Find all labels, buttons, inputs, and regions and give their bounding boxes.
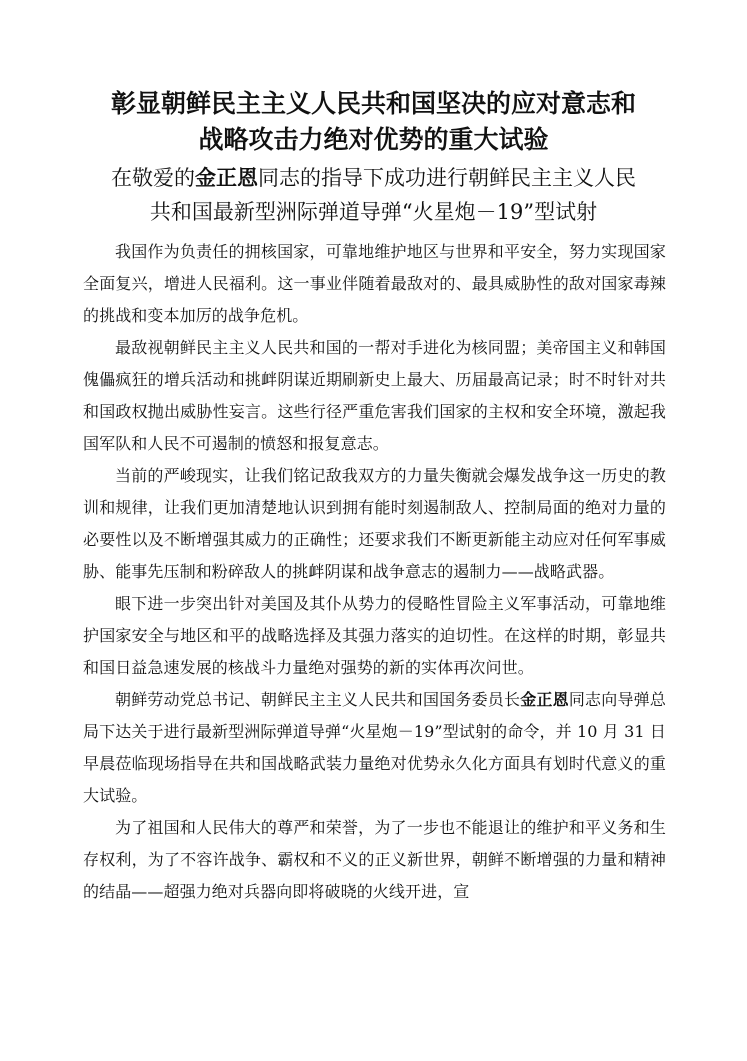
paragraph-5-text-after-name: 同志向导弹总局下达关于进行最新型洲际弹道导弹“火星炮－19”型试射的命令，并 10 月 31 日早晨莅临现场指导在共和国战略武装力量绝对优势永久化方面具有划时代意义的重大试验。 xyxy=(83,690,666,805)
paragraph-4: 眼下进一步突出针对美国及其仆从势力的侵略性冒险主义军事活动，可靠地维护国家安全与地区和平的战略选择及其强力落实的迫切性。在这样的时期，彰显共和国日益急速发展的核战斗力量绝对强势的新的实体再次问世。 xyxy=(83,594,666,677)
paragraph-5 xyxy=(83,684,666,812)
paragraph-2: 最敌视朝鲜民主主义人民共和国的一帮对手进化为核同盟；美帝国主义和韩国傀儡疯狂的增兵活动和挑衅阴谋近期刷新史上最大、历届最高记录；时不时针对共和国政权抛出威胁性妄言。这些行径严重危害我们国家的主权和安全环境，激起我国军队和人民不可遏制的愤怒和报复意志。 xyxy=(83,338,666,453)
document-subtitle-line-2: 共和国最新型洲际弹道导弹“火星炮－19”型试射 xyxy=(149,200,598,224)
document-title-line-2: 战略攻击力绝对优势的重大试验 xyxy=(198,125,549,154)
article-body xyxy=(83,236,666,908)
paragraph-1: 我国作为负责任的拥核国家，可靠地维护地区与世界和平安全，努力实现国家全面复兴，增进人民福利。这一事业伴随着最敌对的、最具威胁性的敌对国家毒辣的挑战和变本加厉的战争危机。 xyxy=(83,242,666,325)
document-title-line-1: 彰显朝鲜民主主义人民共和国坚决的应对意志和 xyxy=(110,89,636,118)
subtitle-text-before-name: 在敬爱的 xyxy=(111,166,195,190)
paragraph-3: 当前的严峻现实，让我们铭记敌我双方的力量失衡就会爆发战争这一历史的教训和规律，让我们更加清楚地认识到拥有能时刻遏制敌人、控制局面的绝对力量的必要性以及不断增强其威力的正确性；还要求我们不断更新能主动应对任何军事威胁、能事先压制和粉碎敌人的挑衅阴谋和战争意志的遏制力——战略武器。 xyxy=(83,466,666,581)
subtitle-leader-name: 金正恩 xyxy=(195,166,258,190)
paragraph-5-text-before-name: 朝鲜劳动党总书记、朝鲜民主主义人民共和国国务委员长 xyxy=(115,690,521,709)
paragraph-5-leader-name: 金正恩 xyxy=(520,690,569,709)
subtitle-text-after-name: 同志的指导下成功进行朝鲜民主主义人民 xyxy=(258,166,636,190)
document-subtitle-line-1 xyxy=(60,161,687,195)
paragraph-6: 为了祖国和人民伟大的尊严和荣誉，为了一步也不能退让的维护和平义务和生存权利，为了不容许战争、霸权和不义的正义新世界，朝鲜不断增强的力量和精神的结晶——超强力绝对兵器向即将破晓的火线开进，宣 xyxy=(83,818,666,901)
